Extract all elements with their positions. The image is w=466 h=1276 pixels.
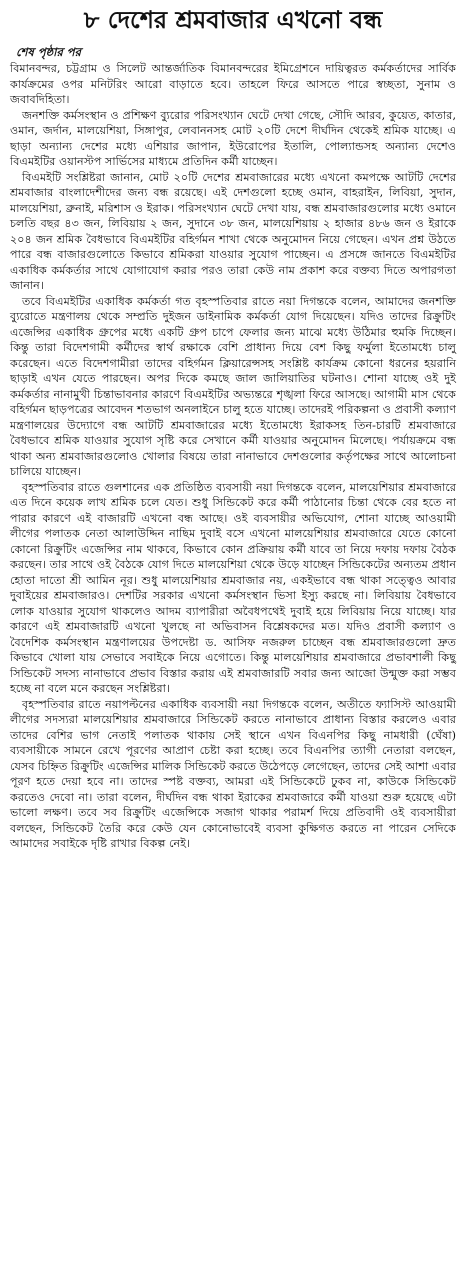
continuation-label: শেষ পৃষ্ঠার পর <box>16 45 81 59</box>
paragraph-4: তবে বিএমইটির একাধিক কর্মকর্তা গত বৃহস্পতিবার রাতে নয়া দিগন্তকে বলেন, আমাদের জনশক্তি ব্যুরোতে মন্ত্রণালয় থেকে সম্প্রতি দুইজন ডাইনামিক কর্মকর্তা যোগ দিয়েছেন। যদিও তাদের রিক্রুটিং এজেন্সির একাধিক গ্রুপের মধ্যে একটি গ্রুপ চাপে ফেলার জন্য মাঝে মধ্যে উঠিমার হুমকি দিচ্ছেন। কিন্তু তারা বিদেশগামী কর্মীদের স্বার্থ রক্ষাকে বেশি প্রাধান্য দিয়ে বেশ কিছু ফর্মুলা ইতোমধ্যে চালু করেছেন। এতে বিদেশগামীরা তাদের বহির্গমন ক্লিয়ারেন্সসহ সংশ্লিষ্ট কার্যক্রম কোনো ধরনের হয়রানি ছাড়াই এখন যেতে পারছেন। অপর দিকে কমছে জাল জালিয়াতির ঘটনাও। শোনা যাচ্ছে ওই দুই কর্মকর্তার নানামুখী চিন্তাভাবনার কারণে বিএমইটির অভ্যন্তরে শৃঙ্খলা ফিরে আসছে। আগামী মাস থেকে বহির্গমন ছাড়পত্রের আবেদন শতভাগ অনলাইনে চালু হতে যাচ্ছে। তাদেরই পরিকল্পনা ও প্রবাসী কল্যাণ মন্ত্রণালয়ের উদ্যোগে বন্ধ আটটি শ্রমবাজারের মধ্যে ইতোমধ্যে ইরাকসহ তিন-চারটি শ্রমবাজারে বৈধভাবে শ্রমিক যাওয়ার সুযোগ সৃষ্টি করে সেখানে কর্মী যাওয়ার অনুমোদন মিলেছে। পর্যায়ক্রমে বন্ধ থাকা অন্য শ্রমবাজারগুলোও খোলার বিষয়ে তারা নানাভাবে দেশগুলোর কর্তৃপক্ষের সাথে আলোচনা চালিয়ে যাচ্ছেন। <box>10 294 456 478</box>
article-body <box>10 61 456 852</box>
headline: ৮ দেশের শ্রমবাজার এখনো বন্ধ <box>83 6 383 34</box>
paragraph-5: বৃহস্পতিবার রাতে গুলশানের এক প্রতিষ্ঠিত ব্যবসায়ী নয়া দিগন্তকে বলেন, মালয়েশিয়ার শ্রমবাজারে এত দিনে কয়েক লাখ শ্রমিক চলে যেত। শুধু সিন্ডিকেট করে কর্মী পাঠানোর চিন্তা থেকে বের হতে না পারার কারণে এই বাজারটি এখনো বন্ধ আছে। ওই ব্যবসায়ীর অভিযোগ, শোনা যাচ্ছে আওয়ামী লীগের পলাতক নেতা আলাউদ্দিন নাছিম দুবাই বসে এখনো মালয়েশিয়ার শ্রমবাজারে যেতে কোনো কোনো রিক্রুটিং এজেন্সির নাম থাকবে, কিভাবে কোন প্রক্রিয়ায় কর্মী যাবে তা নিয়ে দফায় দফায় বৈঠক করছেন। তার সাথে ওই বৈঠকে যোগ দিতে মালয়েশিয়া থেকে উড়ে যাচ্ছেন সিন্ডিকেটের অন্যতম প্রধান হোতা দাতো শ্রী আমিন নূর। শুধু মালয়েশিয়ার শ্রমবাজার নয়, একইভাবে বন্ধ থাকা সত্ত্বেও আবার দুবাইয়ের শ্রমবাজারও। দেশটির সরকার এখনো কর্মসংস্থান ভিসা ইস্যু করছে না। লিবিয়ায় বৈধভাবে লোক যাওয়ার সুযোগ থাকলেও আদম ব্যাপারীরা অবৈধপথেই দুবাই হয়ে লিবিয়ায় নিয়ে যাচ্ছে। যার কারণে এই শ্রমবাজারটি এখনো খুলছে না অভিবাসন বিশ্লেষকদের মত। যদিও প্রবাসী কল্যাণ ও বৈদেশিক কর্মসংস্থান মন্ত্রণালয়ের উপদেষ্টা ড. আসিফ নজরুল চাচ্ছেন বন্ধ শ্রমবাজারগুলো দ্রুত কিভাবে খোলা যায় সেভাবে সবাইকে নিয়ে এগোতে। কিন্তু মালয়েশিয়ার শ্রমবাজারে প্রভাবশালী কিছু সিন্ডিকেট সদস্য নানাভাবে প্রভাব বিস্তার করায় এই শ্রমবাজারটি সবার জন্য আজো উন্মুক্ত করা সম্ভব হচ্ছে না বলে মনে করছেন সংশ্লিষ্টরা। <box>10 480 456 695</box>
paragraph-3: বিএমইটি সংশ্লিষ্টরা জানান, মোট ২০টি দেশের শ্রমবাজারের মধ্যে এখনো কমপক্ষে আটটি দেশের শ্রমবাজার বাংলাদেশীদের জন্য বন্ধ রয়েছে। এই দেশগুলো হচ্ছে ওমান, বাহরাইন, লিবিয়া, সুদান, মালয়েশিয়া, ব্রুনাই, মরিশাস ও ইরাক। পরিসংখ্যান ঘেটে দেখা যায়, বন্ধ শ্রমবাজারগুলোর মধ্যে ওমানে চলতি বছর ৪৩ জন, লিবিয়ায় ২ জন, সুদানে ৩৮ জন, মালয়েশিয়ায় ২ হাজার ৪৮৬ জন ও ইরাকে ২০৪ জন শ্রমিক বৈধভাবে বিএমইটির বহির্গমন শাখা থেকে অনুমোদন নিয়ে গেছেন। এখন প্রশ্ন উঠতে পারে বন্ধ বাজারগুলোতে কিভাবে শ্রমিকরা যাওয়ার সুযোগ পাচ্ছেন। এ প্রসঙ্গে জানতে বিএমইটির একাধিক কর্মকর্তার সাথে যোগাযোগ করার পরও তারা কেউ নাম প্রকাশ করে বক্তব্য দিতে অপারগতা জানান। <box>10 170 456 292</box>
paragraph-2: জনশক্তি কর্মসংস্থান ও প্রশিক্ষণ ব্যুরোর পরিসংখ্যান ঘেটে দেখা গেছে, সৌদি আরব, কুয়েত, কাতার, ওমান, জর্দান, মালয়েশিয়া, সিঙ্গাপুর, লেবাননসহ মোট ২০টি দেশে দীর্ঘদিন থেকেই শ্রমিক যাচ্ছে। এ ছাড়া অন্যান্য দেশের মধ্যে এশিয়ার জাপান, ইউরোপের ইতালি, পোল্যান্ডসহ অন্যান্য দেশেও বিএমইটির ওয়ানস্টপ সার্ভিসের মাধ্যমে প্রতিদিন কর্মী যাচ্ছেন। <box>10 108 456 168</box>
paragraph-1: বিমানবন্দর, চট্টগ্রাম ও সিলেট আন্তর্জাতিক বিমানবন্দরের ইমিগ্রেশনে দায়িত্বরত কর্মকর্তাদের সার্বিক কার্যক্রমের ওপর মনিটরিং আরো বাড়াতে হবে। তাহলে ফিরে আসতে পারে স্বচ্ছতা, সুনাম ও জবাবদিহিতা। <box>10 62 456 106</box>
paragraph-6: বৃহস্পতিবার রাতে নয়াপল্টনের একাধিক ব্যবসায়ী নয়া দিগন্তকে বলেন, অতীতে ফ্যাসিস্ট আওয়ামী লীগের সদস্যরা মালয়েশিয়ার শ্রমবাজারে সিন্ডিকেট করতে নানাভাবে প্রাধান্য বিস্তার করলেও এবার তাদের বেশির ভাগ নেতাই পলাতক থাকায় সেই স্থানে এখন বিএনপির কিছু নামধারী (ঘেঁষা) ব্যবসায়ীকে সামনে রেখে পূরণের আপ্রাণ চেষ্টা করা হচ্ছে। তবে বিএনপির ত্যাগী নেতারা বলছেন, যেসব চিহ্নিত রিক্রুটিং এজেন্সির মালিক সিন্ডিকেট করতে উঠেপড়ে লেগেছেন, তাদের সেই আশা এবার পূরণ হতে দেয়া হবে না। তাদের স্পষ্ট বক্তব্য, আমরা এই সিন্ডিকেটে ঢুকব না, কাউকে সিন্ডিকেট করতেও দেবো না। তারা বলেন, দীর্ঘদিন বন্ধ থাকা ইরাকের শ্রমবাজারে কর্মী যাওয়া শুরু হয়েছে এটা ভালো লক্ষণ। তবে সব রিক্রুটিং এজেন্সিকে সজাগ থাকার পরামর্শ দিয়ে প্রতিবাদী ওই ব্যবসায়ীরা বলছেন, সিন্ডিকেট তৈরি করে কেউ যেন কোনোভাবেই ব্যবসা কুক্ষিগত করতে না পারেন সেদিকে আমাদের সবাইকে দৃষ্টি রাখার বিকল্প নেই। <box>10 697 456 850</box>
